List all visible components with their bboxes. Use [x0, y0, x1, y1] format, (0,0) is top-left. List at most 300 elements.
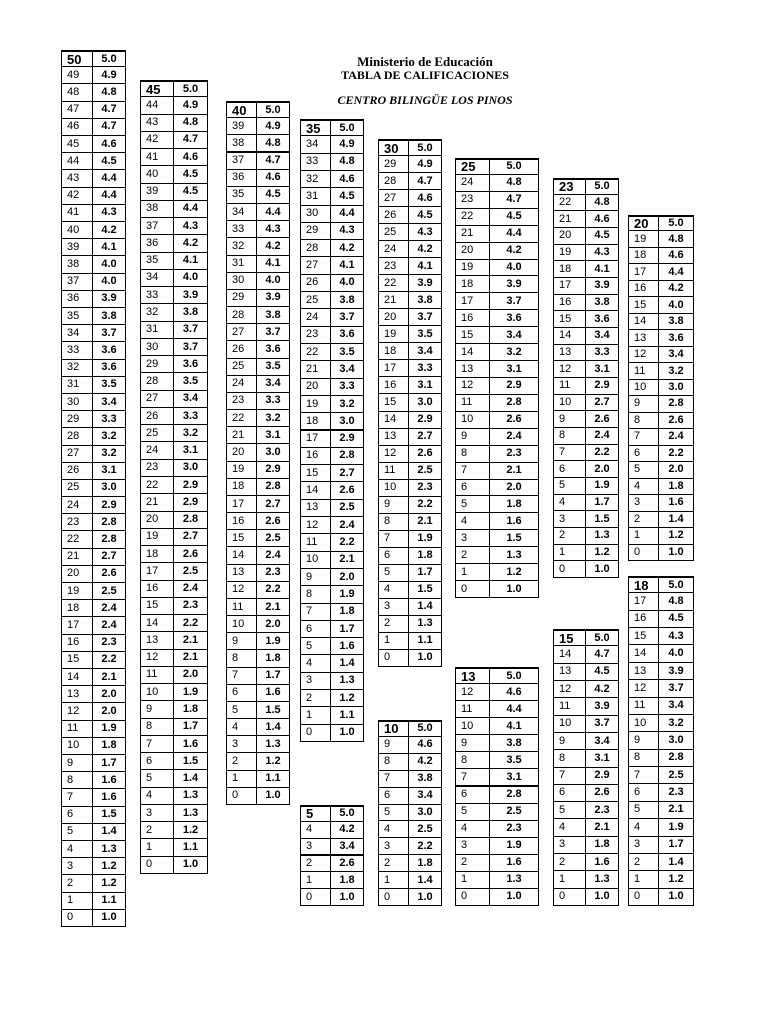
table-row [300, 603, 364, 621]
score-cell: 16 [227, 513, 257, 529]
grade-cell: 2.4 [594, 429, 610, 442]
table-row [300, 481, 364, 499]
table-row [300, 871, 364, 889]
table-row [378, 308, 442, 326]
score-cell: 47 [62, 102, 93, 118]
table-row [61, 806, 126, 824]
grade-cell: 3.0 [182, 461, 199, 474]
score-cell: 28 [227, 307, 257, 323]
score-cell: 18 [629, 248, 659, 263]
grade-cell: 1.3 [506, 873, 522, 886]
table-row [455, 683, 539, 701]
score-cell: 26 [141, 408, 174, 424]
table-row [553, 697, 619, 715]
grade-cell: 1.6 [506, 856, 522, 869]
score-cell: 19 [141, 529, 174, 545]
score-cell: 15 [629, 628, 659, 644]
table-row [140, 528, 208, 546]
grade-cell: 2.8 [339, 449, 355, 462]
grade-cell: 1.2 [101, 877, 117, 889]
score-cell: 32 [141, 304, 174, 320]
grade-cell: 3.3 [182, 409, 199, 422]
table-row [300, 187, 364, 205]
table-row [61, 874, 126, 892]
table-row [455, 445, 539, 463]
score-cell: 1 [379, 872, 409, 888]
grade-cell: 2.1 [265, 600, 281, 613]
table-row [455, 888, 539, 906]
score-cell: 1 [554, 871, 586, 887]
grade-cell: 4.5 [417, 208, 433, 221]
grade-cell: 4.8 [506, 176, 522, 189]
table-row [300, 620, 364, 638]
grade-cell: 1.9 [339, 587, 355, 600]
grade-cell: 2.2 [265, 583, 281, 596]
table-row [378, 753, 442, 771]
table-row [61, 152, 126, 170]
score-cell: 12 [629, 347, 659, 362]
score-cell: 11 [456, 395, 490, 411]
grade-cell: 3.4 [101, 395, 117, 408]
table-row [61, 634, 126, 652]
grade-table-25 [455, 158, 539, 598]
table-row [300, 239, 364, 257]
table-row [628, 783, 694, 801]
table-row [61, 135, 126, 153]
score-cell: 0 [62, 910, 93, 926]
table-row [378, 155, 442, 173]
score-cell: 6 [379, 788, 409, 804]
table-row [300, 689, 364, 707]
score-cell: 32 [227, 238, 257, 254]
table-row [61, 307, 126, 325]
grade-cell: 1.2 [594, 545, 610, 558]
score-cell: 2 [554, 528, 586, 544]
score-cell: 20 [301, 379, 331, 395]
score-cell: 34 [227, 204, 257, 220]
score-cell: 45 [141, 82, 174, 96]
score-cell: 5 [456, 804, 490, 820]
grade-cell: 2.6 [265, 514, 281, 527]
table-row [553, 394, 619, 412]
score-cell: 16 [62, 635, 93, 651]
table-row [455, 546, 539, 564]
table-row [140, 303, 208, 321]
score-cell: 23 [227, 393, 257, 409]
grade-cell: 5.0 [417, 722, 433, 735]
table-row [140, 718, 208, 736]
score-cell: 3 [62, 858, 93, 874]
table-row [553, 277, 619, 295]
score-cell: 10 [629, 380, 659, 395]
table-row [300, 516, 364, 534]
score-cell: 7 [379, 771, 409, 787]
table-row [226, 684, 290, 702]
grade-cell: 1.3 [594, 873, 610, 886]
table-row [300, 654, 364, 672]
score-cell: 5 [554, 478, 586, 494]
grade-cell: 3.4 [417, 344, 433, 357]
grade-cell: 2.6 [101, 567, 117, 580]
grade-cell: 2.6 [339, 484, 355, 497]
table-row [61, 290, 126, 308]
score-cell: 25 [301, 292, 331, 308]
score-cell: 8 [379, 754, 409, 770]
table-row [226, 426, 290, 444]
grade-cell: 2.4 [339, 518, 355, 531]
table-row [378, 837, 442, 855]
grade-cell: 2.5 [182, 564, 199, 577]
table-row [378, 359, 442, 377]
grade-cell: 2.0 [594, 462, 610, 475]
score-cell: 6 [141, 753, 174, 769]
table-row [553, 260, 619, 278]
score-cell: 30 [379, 141, 409, 155]
table-row [378, 223, 442, 241]
score-cell: 45 [62, 136, 93, 152]
table-row [553, 444, 619, 462]
table-row [140, 804, 208, 822]
table-row [226, 134, 290, 152]
table-row [378, 240, 442, 258]
grade-cell: 3.6 [594, 312, 610, 325]
table-row [226, 770, 290, 788]
grade-cell: 2.8 [506, 788, 522, 801]
table-row [140, 165, 208, 183]
table-row [628, 801, 694, 819]
table-row [553, 327, 619, 345]
score-cell: 12 [301, 517, 331, 533]
score-cell: 6 [379, 548, 409, 564]
table-row [455, 309, 539, 327]
grade-cell: 3.7 [182, 323, 199, 336]
grade-cell: 4.0 [182, 271, 199, 284]
table-row [61, 892, 126, 910]
table-row [140, 407, 208, 425]
grade-cell: 2.8 [668, 397, 684, 410]
grade-cell: 3.7 [594, 717, 610, 730]
grade-cell: 4.3 [265, 222, 281, 235]
table-row [61, 513, 126, 531]
table-row [140, 580, 208, 598]
table-row [300, 412, 364, 430]
table-row [628, 644, 694, 662]
grade-cell: 4.4 [182, 202, 199, 215]
grade-cell: 4.5 [182, 167, 199, 180]
table-row [61, 840, 126, 858]
score-cell: 33 [301, 154, 331, 170]
score-cell: 34 [62, 325, 93, 341]
score-cell: 6 [301, 621, 331, 637]
table-row [140, 476, 208, 494]
score-cell: 25 [62, 480, 93, 496]
table-row [140, 683, 208, 701]
grade-cell: 4.6 [417, 191, 433, 204]
grade-cell: 2.1 [506, 464, 522, 477]
table-row [300, 724, 364, 742]
grade-cell: 4.3 [668, 629, 684, 642]
score-cell: 9 [456, 429, 490, 445]
score-cell: 34 [301, 136, 331, 152]
table-row [226, 461, 290, 479]
grade-cell: 5.0 [101, 52, 117, 65]
grade-cell: 3.7 [506, 294, 522, 307]
score-cell: 35 [141, 253, 174, 269]
table-row [553, 460, 619, 478]
grade-cell: 1.8 [506, 497, 522, 510]
grade-cell: 4.1 [101, 240, 117, 253]
score-cell: 13 [62, 686, 93, 702]
score-cell: 13 [227, 565, 257, 581]
table-row [378, 598, 442, 616]
grade-cell: 1.2 [668, 529, 684, 542]
score-cell: 24 [456, 175, 490, 191]
score-cell: 27 [62, 446, 93, 462]
score-cell: 8 [629, 750, 659, 766]
table-row [553, 410, 619, 428]
table-row [61, 685, 126, 703]
score-cell: 10 [227, 616, 257, 632]
score-cell: 0 [554, 561, 586, 577]
grade-cell: 3.4 [668, 348, 684, 361]
score-cell: 30 [301, 206, 331, 222]
score-cell: 4 [379, 821, 409, 837]
score-cell: 1 [456, 872, 490, 888]
grade-cell: 2.5 [339, 501, 355, 514]
grade-cell: 3.1 [594, 751, 610, 764]
grade-cell: 2.3 [506, 822, 522, 835]
grade-cell: 1.0 [594, 890, 610, 903]
grade-cell: 3.8 [101, 309, 117, 322]
grade-cell: 1.6 [594, 855, 610, 868]
score-cell: 3 [629, 837, 659, 853]
table-row [628, 818, 694, 836]
grade-cell: 2.4 [506, 430, 522, 443]
score-cell: 3 [456, 838, 490, 854]
grade-table-50 [61, 50, 126, 927]
grade-cell: 4.9 [265, 119, 281, 132]
grade-cell: 2.2 [417, 498, 433, 511]
table-row [378, 393, 442, 411]
score-cell: 9 [456, 735, 490, 751]
table-row [378, 479, 442, 497]
score-cell: 19 [62, 583, 93, 599]
grade-cell: 4.9 [417, 157, 433, 170]
table-row [61, 565, 126, 583]
table-row [61, 255, 126, 273]
score-cell: 2 [301, 690, 331, 706]
table-row [628, 853, 694, 871]
grade-cell: 4.4 [339, 207, 355, 220]
score-cell: 2 [379, 616, 409, 632]
table-row [226, 289, 290, 307]
table-row [553, 544, 619, 562]
table-row [61, 548, 126, 566]
grade-cell: 1.9 [265, 634, 281, 647]
table-row [553, 227, 619, 245]
grade-cell: 1.4 [101, 825, 117, 838]
grade-cell: 1.9 [182, 685, 199, 698]
score-cell: 14 [301, 482, 331, 498]
table-row [455, 580, 539, 598]
grade-cell: 3.1 [101, 464, 117, 477]
table-row [628, 494, 694, 511]
grade-cell: 1.2 [668, 872, 684, 885]
score-cell: 5 [629, 462, 659, 477]
score-cell: 34 [141, 270, 174, 286]
grade-cell: 4.3 [182, 219, 199, 232]
table-row [140, 459, 208, 477]
score-cell: 17 [301, 431, 331, 447]
score-cell: 4 [301, 655, 331, 671]
score-cell: 20 [62, 566, 93, 582]
grade-cell: 4.5 [101, 154, 117, 167]
table-row [140, 217, 208, 235]
grade-table-13 [455, 667, 539, 906]
table-row [226, 478, 290, 496]
score-cell: 32 [62, 360, 93, 376]
table-row [61, 462, 126, 480]
grade-cell: 5.0 [417, 141, 433, 154]
grade-cell: 2.8 [265, 480, 281, 493]
score-cell: 1 [62, 893, 93, 909]
score-cell: 19 [379, 326, 409, 342]
table-row [61, 101, 126, 119]
table-row [140, 700, 208, 718]
score-cell: 4 [301, 822, 331, 838]
table-header-row [140, 80, 208, 97]
table-row [628, 428, 694, 445]
table-row [61, 737, 126, 755]
score-cell: 1 [629, 528, 659, 543]
grade-cell: 5.0 [594, 631, 610, 644]
grade-cell: 1.3 [339, 674, 355, 687]
table-row [140, 148, 208, 166]
score-cell: 3 [554, 511, 586, 527]
score-cell: 28 [141, 373, 174, 389]
table-row [140, 114, 208, 132]
grade-cell: 3.0 [101, 481, 117, 494]
grade-cell: 2.1 [668, 803, 684, 816]
grade-cell: 3.5 [101, 378, 117, 391]
grade-cell: 4.5 [265, 188, 281, 201]
table-row [378, 581, 442, 599]
score-cell: 10 [379, 722, 409, 736]
table-row [226, 649, 290, 667]
table-row [226, 495, 290, 513]
grade-cell: 4.6 [417, 738, 433, 751]
table-row [140, 493, 208, 511]
grade-cell: 3.9 [417, 276, 433, 289]
score-cell: 18 [629, 578, 659, 592]
table-row [226, 735, 290, 753]
score-cell: 13 [629, 663, 659, 679]
table-row [378, 206, 442, 224]
score-cell: 7 [227, 668, 257, 684]
grade-cell: 5.0 [265, 103, 281, 116]
score-cell: 21 [227, 427, 257, 443]
score-cell: 16 [554, 295, 586, 311]
grade-cell: 1.8 [594, 838, 610, 851]
grade-cell: 2.7 [101, 550, 117, 563]
table-header-row [455, 667, 539, 684]
grade-cell: 2.3 [265, 566, 281, 579]
score-cell: 25 [227, 359, 257, 375]
table-row [300, 395, 364, 413]
grade-cell: 4.6 [339, 172, 355, 185]
grade-cell: 1.8 [339, 605, 355, 618]
table-row [378, 615, 442, 633]
grade-cell: 4.0 [668, 298, 684, 311]
table-row [378, 342, 442, 360]
score-cell: 10 [301, 552, 331, 568]
grade-cell: 2.1 [101, 670, 117, 683]
score-cell: 41 [62, 205, 93, 221]
grade-cell: 2.5 [265, 531, 281, 544]
table-row [140, 234, 208, 252]
table-row [455, 275, 539, 293]
table-row [378, 770, 442, 788]
table-row [628, 544, 694, 561]
grade-cell: 3.2 [182, 426, 199, 439]
score-cell: 49 [62, 67, 93, 83]
score-cell: 14 [141, 615, 174, 631]
table-row [61, 530, 126, 548]
table-row [300, 499, 364, 517]
grade-cell: 3.6 [182, 357, 199, 370]
grade-cell: 3.1 [265, 428, 281, 441]
table-header-row [378, 720, 442, 737]
grade-cell: 1.6 [668, 496, 684, 509]
table-row [628, 395, 694, 412]
grade-cell: 1.8 [339, 873, 355, 886]
grade-cell: 3.9 [668, 664, 684, 677]
score-cell: 6 [62, 807, 93, 823]
score-cell: 4 [62, 841, 93, 857]
grade-cell: 4.2 [417, 755, 433, 768]
score-cell: 25 [456, 160, 490, 174]
grade-cell: 3.5 [339, 345, 355, 358]
grade-cell: 4.0 [668, 647, 684, 660]
grade-cell: 4.4 [668, 265, 684, 278]
score-cell: 11 [554, 698, 586, 714]
score-cell: 17 [62, 617, 93, 633]
grade-cell: 1.3 [594, 529, 610, 542]
grade-cell: 2.2 [339, 535, 355, 548]
grade-cell: 4.2 [265, 239, 281, 252]
grade-table-5 [300, 805, 364, 906]
grade-cell: 5.0 [182, 82, 199, 95]
table-row [628, 888, 694, 906]
score-cell: 14 [456, 344, 490, 360]
table-row [300, 568, 364, 586]
table-row [61, 788, 126, 806]
table-row [553, 477, 619, 495]
table-row [226, 409, 290, 427]
table-row [455, 208, 539, 226]
score-cell: 10 [629, 715, 659, 731]
grade-cell: 4.1 [265, 257, 281, 270]
table-row [140, 769, 208, 787]
table-row [226, 615, 290, 633]
grade-cell: 1.3 [182, 789, 199, 802]
grade-cell: 1.8 [417, 549, 433, 562]
score-cell: 7 [456, 769, 490, 785]
score-cell: 3 [379, 838, 409, 854]
table-row [455, 768, 539, 786]
score-cell: 2 [629, 512, 659, 527]
score-cell: 2 [301, 856, 331, 872]
